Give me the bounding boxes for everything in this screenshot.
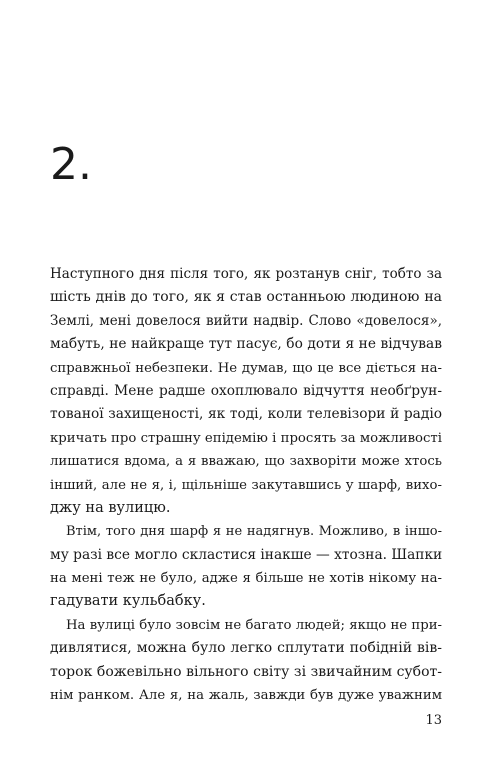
text-line: шість днів до того, як я став останньою людиною на <box>50 289 442 306</box>
text-line: джу на вулицю. <box>50 499 171 516</box>
text-line: інший, але не я, і, щільніше закутавшись у шарф, вихо- <box>50 477 442 493</box>
text-line: нім ранком. Але я, на жаль, завжди був дуже уважним <box>50 688 442 704</box>
text-line: кричать про страшну епідемію і просять за можливості <box>50 430 442 446</box>
text-line: Землі, мені довелося вийти надвір. Слово «довелося», <box>50 312 442 329</box>
text-line: на мені теж не було, адже я більше не хотів нікому на- <box>50 571 442 587</box>
body-text <box>50 263 442 707</box>
text-line: дивлятися, можна було легко сплутати побідній вів- <box>50 640 442 657</box>
text-line: Наступного дня після того, як розтанув сніг, тобто за <box>50 266 442 282</box>
text-line: гадувати кульбабку. <box>50 593 206 610</box>
text-line: справжньої небезпеки. Не думав, що це все діється на- <box>50 360 442 376</box>
text-line: лишатися вдома, а я вважаю, що захворіти може хтось <box>50 454 442 470</box>
text-line: справді. Мене радше охоплювало відчуття необґрун- <box>50 382 442 399</box>
text-line: мабуть, не найкраще тут пасує, бо доти я не відчував <box>50 336 442 353</box>
text-line: торок божевільно вільного світу зі звичайним субот- <box>50 663 442 680</box>
text-line: Втім, того дня шарф я не надягнув. Можливо, в іншо- <box>66 524 442 540</box>
chapter-number: 2. <box>50 139 92 190</box>
text-line: На вулиці було зовсім не багато людей; якщо не при- <box>66 617 442 633</box>
page-number: 13 <box>425 713 442 728</box>
text-line: тованої захищеності, як тоді, коли телевізори й радіо <box>50 406 442 423</box>
text-line: му разі все могло скластися інакше — хтозна. Шапки <box>50 546 443 563</box>
